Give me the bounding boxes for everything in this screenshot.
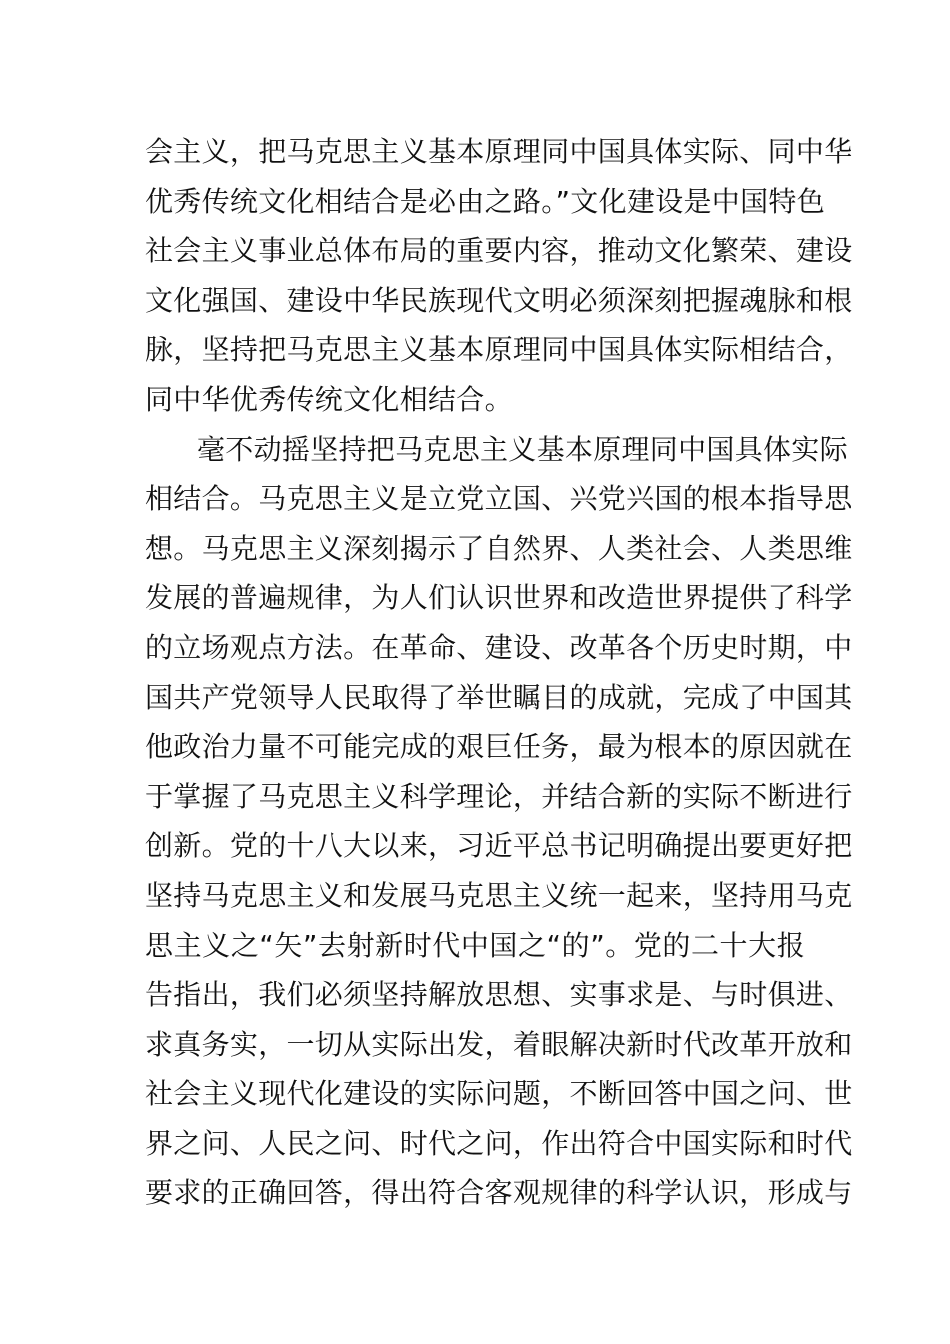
paragraph-line: 发展的普遍规律，为人们认识世界和改造世界提供了科学 xyxy=(145,581,853,615)
paragraph-line: 想。马克思主义深刻揭示了自然界、人类社会、人类思维 xyxy=(145,531,853,565)
paragraph-line: 会主义，把马克思主义基本原理同中国具体实际、同中华 xyxy=(145,135,853,168)
paragraph-first-line: 毫不动摇坚持把马克思主义基本原理同中国具体实际 xyxy=(197,432,848,466)
paragraph-line: 相结合。马克思主义是立党立国、兴党兴国的根本指导思 xyxy=(145,482,853,516)
paragraph-line: 要求的正确回答，得出符合客观规律的科学认识，形成与 xyxy=(145,1176,853,1210)
paragraph-line: 脉，坚持把马克思主义基本原理同中国具体实际相结合， xyxy=(145,333,853,367)
paragraph-line: 同中华优秀传统文化相结合。 xyxy=(145,382,513,416)
paragraph-line: 求真务实，一切从实际出发，着眼解决新时代改革开放和 xyxy=(145,1027,853,1061)
paragraph-line: 界之问、人民之问、时代之问，作出符合中国实际和时代 xyxy=(145,1126,853,1160)
paragraph-line: 优秀传统文化相结合是必由之路。”文化建设是中国特色 xyxy=(145,184,826,218)
paragraph-line: 他政治力量不可能完成的艰巨任务，最为根本的原因就在 xyxy=(145,730,853,764)
paragraph-line: 社会主义事业总体布局的重要内容，推动文化繁荣、建设 xyxy=(145,234,853,268)
paragraph-line: 告指出，我们必须坚持解放思想、实事求是、与时俱进、 xyxy=(145,978,853,1012)
document-body xyxy=(145,127,853,1218)
paragraph-line: 的立场观点方法。在革命、建设、改革各个历史时期，中 xyxy=(145,630,853,664)
paragraph-line: 坚持马克思主义和发展马克思主义统一起来，坚持用马克 xyxy=(145,878,853,912)
paragraph-line: 创新。党的十八大以来，习近平总书记明确提出要更好把 xyxy=(145,829,853,863)
paragraph-line: 思主义之“矢”去射新时代中国之“的”。党的二十大报 xyxy=(145,928,805,962)
paragraph-line: 于掌握了马克思主义科学理论，并结合新的实际不断进行 xyxy=(145,779,853,813)
paragraph-line: 文化强国、建设中华民族现代文明必须深刻把握魂脉和根 xyxy=(145,283,853,317)
paragraph-line: 国共产党领导人民取得了举世瞩目的成就，完成了中国其 xyxy=(145,680,853,714)
paragraph-line: 社会主义现代化建设的实际问题，不断回答中国之问、世 xyxy=(145,1077,853,1111)
